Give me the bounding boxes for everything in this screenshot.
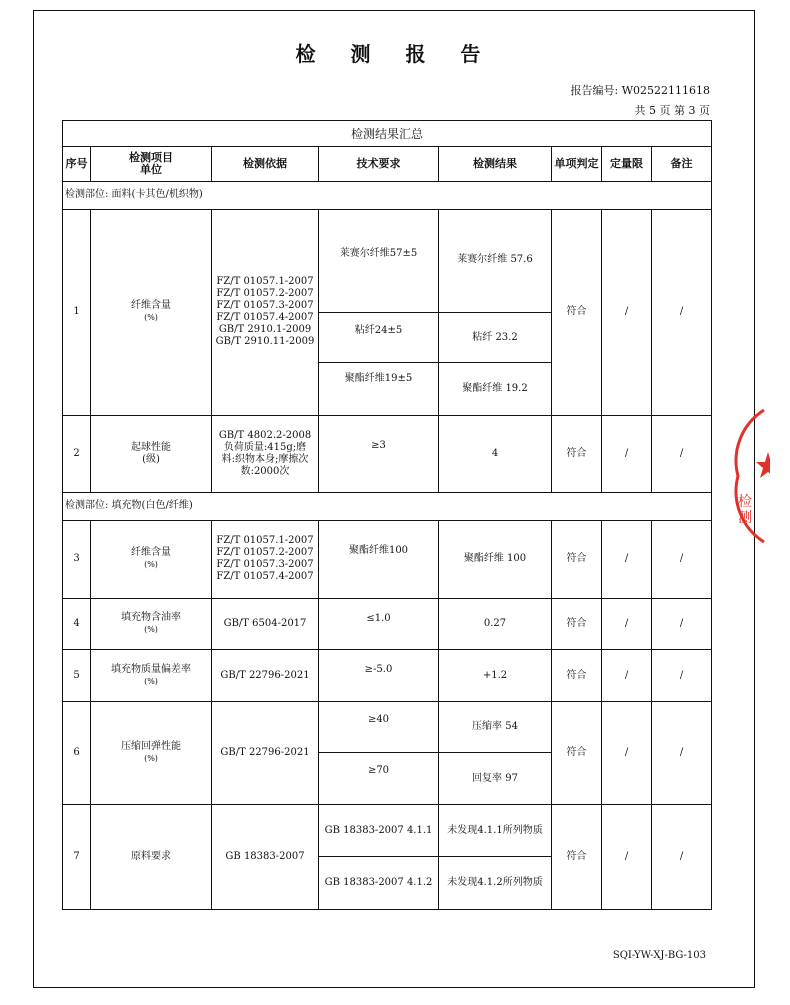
tech-requirement: 聚酯纤维19±5 xyxy=(319,363,439,416)
row-number: 6 xyxy=(63,701,91,804)
remark: / xyxy=(652,650,712,702)
report-number: 报告编号: W02522111618 xyxy=(570,84,710,97)
item-name: 填充物含油率 xyxy=(121,612,181,624)
quant-limit: / xyxy=(602,804,652,909)
test-basis: GB 18383-2007 xyxy=(212,804,319,909)
header-remark: 备注 xyxy=(652,147,712,181)
page-info: 共 5 页 第 3 页 xyxy=(634,104,710,117)
item-name: 纤维含量 xyxy=(131,300,171,312)
test-result: 4 xyxy=(439,415,552,492)
judgement: 符合 xyxy=(552,598,602,650)
judgement: 符合 xyxy=(552,209,602,415)
quant-limit: / xyxy=(602,415,652,492)
test-basis xyxy=(212,209,319,415)
quant-limit: / xyxy=(602,701,652,804)
header-limit: 定量限 xyxy=(602,147,652,181)
results-table xyxy=(62,120,712,910)
basis-line: FZ/T 01057.2-2007 xyxy=(216,288,314,300)
test-item xyxy=(91,415,212,492)
basis-line: GB/T 4802.2-2008 xyxy=(218,429,312,441)
test-result: 回复率 97 xyxy=(439,753,552,805)
row-number: 5 xyxy=(63,650,91,702)
tech-requirement: ≤1.0 xyxy=(319,598,439,650)
table-row xyxy=(63,598,712,650)
test-result: 未发现4.1.2所列物质 xyxy=(439,857,552,910)
item-name: 起球性能 xyxy=(131,441,171,453)
test-result: 未发现4.1.1所列物质 xyxy=(439,804,552,857)
test-result: 0.27 xyxy=(439,598,552,650)
header-seq: 序号 xyxy=(63,147,91,181)
item-name: 填充物质量偏差率 xyxy=(111,663,191,675)
table-row xyxy=(63,650,712,702)
basis-line: FZ/T 01057.1-2007 xyxy=(216,535,314,547)
item-unit: (%) xyxy=(144,313,158,323)
basis-line: 数:2000次 xyxy=(240,465,290,477)
remark: / xyxy=(652,521,712,599)
tech-requirement: GB 18383-2007 4.1.2 xyxy=(319,857,439,910)
quant-limit: / xyxy=(602,209,652,415)
section-filling: 检测部位: 填充物(白色/纤维) xyxy=(63,492,712,520)
basis-line: GB/T 2910.11-2009 xyxy=(215,336,315,348)
test-item xyxy=(91,650,212,702)
header-item-label: 检测项目 xyxy=(129,150,173,164)
basis-line: FZ/T 01057.3-2007 xyxy=(216,300,314,312)
item-name: 压缩回弹性能 xyxy=(121,740,181,752)
basis-line: 料:织物本身;摩擦次 xyxy=(221,453,309,465)
tech-requirement: ≥-5.0 xyxy=(319,650,439,702)
header-req: 技术要求 xyxy=(319,147,439,181)
basis-line: GB/T 2910.1-2009 xyxy=(218,324,312,336)
test-result: 聚酯纤维 19.2 xyxy=(439,363,552,416)
test-result: 莱赛尔纤维 57.6 xyxy=(439,209,552,312)
item-unit: (%) xyxy=(144,560,158,570)
tech-requirement: ≥70 xyxy=(319,753,439,805)
tech-requirement: GB 18383-2007 4.1.1 xyxy=(319,804,439,857)
header-result: 检测结果 xyxy=(439,147,552,181)
test-result: 压缩率 54 xyxy=(439,701,552,753)
basis-line: FZ/T 01057.2-2007 xyxy=(216,547,314,559)
basis-line: FZ/T 01057.4-2007 xyxy=(216,571,314,583)
table-row xyxy=(63,804,712,857)
item-unit: (级) xyxy=(142,453,160,465)
test-basis: GB/T 22796-2021 xyxy=(212,650,319,702)
section-fabric: 检测部位: 面料(卡其色/机织物) xyxy=(63,181,712,209)
test-item: 原料要求 xyxy=(91,804,212,909)
table-row xyxy=(63,521,712,599)
svg-text:检: 检 xyxy=(738,494,752,510)
item-name: 纤维含量 xyxy=(131,547,171,559)
header-unit-label: 单位 xyxy=(140,162,162,176)
report-title: 检 测 报 告 xyxy=(295,42,495,66)
remark: / xyxy=(652,209,712,415)
header-item xyxy=(91,147,212,181)
table-row xyxy=(63,415,712,492)
test-basis xyxy=(212,521,319,599)
judgement: 符合 xyxy=(552,415,602,492)
red-star-seal-icon xyxy=(730,406,770,546)
row-number: 7 xyxy=(63,804,91,909)
tech-requirement: ≥3 xyxy=(319,415,439,492)
test-result: 粘纤 23.2 xyxy=(439,312,552,363)
tech-requirement: ≥40 xyxy=(319,701,439,753)
item-unit: (%) xyxy=(144,676,158,686)
item-unit: (%) xyxy=(144,625,158,635)
row-number: 3 xyxy=(63,521,91,599)
table-caption: 检测结果汇总 xyxy=(63,121,712,147)
remark: / xyxy=(652,804,712,909)
tech-requirement: 粘纤24±5 xyxy=(319,312,439,363)
test-basis: GB/T 22796-2021 xyxy=(212,701,319,804)
row-number: 1 xyxy=(63,209,91,415)
judgement: 符合 xyxy=(552,804,602,909)
item-unit: (%) xyxy=(144,753,158,763)
remark: / xyxy=(652,701,712,804)
basis-line: FZ/T 01057.1-2007 xyxy=(216,276,314,288)
test-item xyxy=(91,701,212,804)
table-row xyxy=(63,701,712,753)
header-basis: 检测依据 xyxy=(212,147,319,181)
basis-line: FZ/T 01057.4-2007 xyxy=(216,312,314,324)
judgement: 符合 xyxy=(552,650,602,702)
test-basis xyxy=(212,415,319,492)
row-number: 2 xyxy=(63,415,91,492)
test-basis: GB/T 6504-2017 xyxy=(212,598,319,650)
test-result: +1.2 xyxy=(439,650,552,702)
header-judge: 单项判定 xyxy=(552,147,602,181)
basis-line: FZ/T 01057.3-2007 xyxy=(216,559,314,571)
remark: / xyxy=(652,598,712,650)
test-item xyxy=(91,598,212,650)
row-number: 4 xyxy=(63,598,91,650)
tech-requirement: 莱赛尔纤维57±5 xyxy=(319,209,439,312)
test-result: 聚酯纤维 100 xyxy=(439,521,552,599)
table-row xyxy=(63,209,712,312)
test-item xyxy=(91,521,212,599)
judgement: 符合 xyxy=(552,701,602,804)
judgement: 符合 xyxy=(552,521,602,599)
quant-limit: / xyxy=(602,598,652,650)
svg-text:测: 测 xyxy=(738,510,752,526)
remark: / xyxy=(652,415,712,492)
basis-line: 负荷质量:415g;磨 xyxy=(223,441,307,453)
quant-limit: / xyxy=(602,650,652,702)
tech-requirement: 聚酯纤维100 xyxy=(319,521,439,599)
test-item xyxy=(91,209,212,415)
quant-limit: / xyxy=(602,521,652,599)
form-code: SQI-YW-XJ-BG-103 xyxy=(612,950,706,961)
